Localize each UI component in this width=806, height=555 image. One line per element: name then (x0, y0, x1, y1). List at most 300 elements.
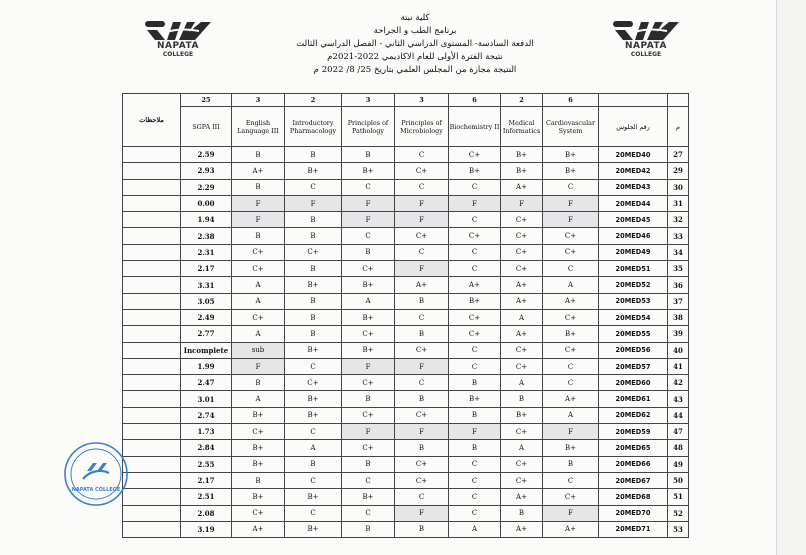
grade-cell: C (543, 472, 599, 488)
grade-cell: B+ (342, 309, 395, 325)
grade-cell: A (232, 391, 285, 407)
table-row (123, 309, 689, 325)
blank-cell (599, 94, 668, 107)
table-row (123, 244, 689, 260)
serial-cell: 29 (668, 163, 689, 179)
result-period: نتيجة الفترة الأولى للعام الاكاديمي 2022-2021م (327, 52, 503, 62)
grade-cell: C (449, 472, 501, 488)
grade-cell: B+ (543, 163, 599, 179)
serial-cell: 30 (668, 179, 689, 195)
notes-cell (123, 489, 181, 505)
grade-cell: A+ (501, 293, 543, 309)
serial-cell: 52 (668, 505, 689, 521)
grade-cell: B (285, 456, 342, 472)
grade-cell: B+ (342, 489, 395, 505)
grade-cell: B (395, 440, 449, 456)
grade-cell: B+ (342, 277, 395, 293)
credit-hours-row (123, 94, 689, 107)
table-row (123, 293, 689, 309)
table-row (123, 472, 689, 488)
grade-cell: B (342, 244, 395, 260)
grade-cell: F (342, 212, 395, 228)
grade-cell: C (285, 179, 342, 195)
seat-number-cell: 20MED46 (599, 228, 668, 244)
serial-cell: 48 (668, 440, 689, 456)
grade-cell: A+ (501, 179, 543, 195)
seat-number-cell: 20MED62 (599, 407, 668, 423)
course-header: Biochemistry II (449, 107, 501, 147)
table-row (123, 424, 689, 440)
notes-cell (123, 261, 181, 277)
seat-number-cell: 20MED45 (599, 212, 668, 228)
grade-cell: C+ (342, 326, 395, 342)
grade-cell: C (285, 424, 342, 440)
seat-number-cell: 20MED52 (599, 277, 668, 293)
grade-cell: B (395, 326, 449, 342)
grade-cell: B (543, 456, 599, 472)
grade-cell: C+ (543, 244, 599, 260)
notes-cell (123, 342, 181, 358)
course-credit: 6 (543, 94, 599, 107)
sgpa-cell: 2.59 (181, 147, 232, 163)
grade-cell: B (232, 375, 285, 391)
logo-name: NAPATA (625, 41, 667, 51)
grade-cell: C (342, 472, 395, 488)
grade-cell: A (543, 407, 599, 423)
serial-cell: 49 (668, 456, 689, 472)
grade-cell: A (342, 293, 395, 309)
column-header-row (123, 107, 689, 147)
grade-cell: C (395, 489, 449, 505)
grade-cell: C (285, 358, 342, 374)
grade-cell: A (449, 521, 501, 537)
logo-sub: COLLEGE (630, 51, 662, 58)
seat-number-cell: 20MED66 (599, 456, 668, 472)
notes-cell (123, 358, 181, 374)
grade-cell: C (395, 309, 449, 325)
grade-cell: B (285, 212, 342, 228)
grade-cell: F (395, 505, 449, 521)
table-row (123, 195, 689, 211)
grade-cell: C+ (395, 342, 449, 358)
seat-number-cell: 20MED53 (599, 293, 668, 309)
grade-cell: C (342, 228, 395, 244)
course-header: Introductory Pharmacology (285, 107, 342, 147)
course-credit: 6 (449, 94, 501, 107)
seat-number-cell: 20MED61 (599, 391, 668, 407)
grade-cell: B+ (543, 326, 599, 342)
notes-cell (123, 472, 181, 488)
notes-cell (123, 179, 181, 195)
grade-cell: C+ (232, 261, 285, 277)
grade-cell: C+ (232, 424, 285, 440)
seat-number-header: رقم الجلوس (599, 107, 668, 147)
grade-cell: C (395, 147, 449, 163)
sgpa-cell: 2.49 (181, 309, 232, 325)
grade-cell: F (543, 212, 599, 228)
grade-cell: C (449, 456, 501, 472)
grade-cell: C (543, 179, 599, 195)
sgpa-cell: 2.74 (181, 407, 232, 423)
notes-cell (123, 244, 181, 260)
grade-cell: F (342, 195, 395, 211)
grade-cell: C+ (449, 228, 501, 244)
serial-cell: 51 (668, 489, 689, 505)
grade-cell: C+ (449, 147, 501, 163)
seat-number-cell: 20MED57 (599, 358, 668, 374)
serial-cell: 31 (668, 195, 689, 211)
course-header: Medical Informatics (501, 107, 543, 147)
batch-level-semester: الدفعة السادسة- المستوى الدراسي الثاني - الفصل الدراسي الثالث (296, 39, 534, 49)
course-credit: 3 (395, 94, 449, 107)
grade-cell: C+ (543, 489, 599, 505)
college-logo-left (138, 18, 218, 62)
grade-cell: F (543, 505, 599, 521)
grade-cell: B+ (285, 407, 342, 423)
grade-cell: F (342, 358, 395, 374)
grade-cell: B (449, 440, 501, 456)
grade-cell: B (285, 228, 342, 244)
course-credit: 2 (285, 94, 342, 107)
grade-cell: C (342, 179, 395, 195)
notes-cell (123, 293, 181, 309)
table-row (123, 489, 689, 505)
grade-cell: C+ (501, 244, 543, 260)
grade-cell: F (395, 261, 449, 277)
sgpa-header: SGPA III (181, 107, 232, 147)
notes-cell (123, 456, 181, 472)
grade-cell: B+ (342, 342, 395, 358)
serial-cell: 41 (668, 358, 689, 374)
seat-number-cell: 20MED68 (599, 489, 668, 505)
grade-cell: A+ (395, 277, 449, 293)
college-stamp-icon (63, 441, 129, 507)
serial-cell: 47 (668, 424, 689, 440)
notes-cell (123, 309, 181, 325)
grade-cell: B+ (342, 163, 395, 179)
serial-header: م (668, 107, 689, 147)
grade-cell: C+ (342, 440, 395, 456)
grade-cell: B (285, 261, 342, 277)
grade-cell: A+ (232, 163, 285, 179)
sgpa-cell: 2.08 (181, 505, 232, 521)
grade-cell: C (449, 358, 501, 374)
serial-cell: 27 (668, 147, 689, 163)
grade-cell: A (232, 277, 285, 293)
grade-cell: B+ (449, 163, 501, 179)
grade-cell: A+ (501, 489, 543, 505)
grade-cell: B+ (543, 440, 599, 456)
course-header: Cardiovascular System (543, 107, 599, 147)
grade-cell: B (285, 309, 342, 325)
notes-cell (123, 326, 181, 342)
grade-cell: B+ (285, 277, 342, 293)
grade-cell: C+ (395, 228, 449, 244)
grade-cell: B (342, 391, 395, 407)
grade-cell: B (395, 391, 449, 407)
notes-cell (123, 195, 181, 211)
grade-cell: A (501, 440, 543, 456)
grade-cell: sub (232, 342, 285, 358)
notes-cell (123, 521, 181, 537)
grade-cell: A+ (543, 521, 599, 537)
grade-cell: F (232, 358, 285, 374)
grade-cell: B+ (285, 163, 342, 179)
grade-cell: B (342, 456, 395, 472)
grade-cell: C (449, 489, 501, 505)
grade-cell: F (543, 424, 599, 440)
notes-cell (123, 228, 181, 244)
grade-cell: A+ (501, 326, 543, 342)
table-row (123, 326, 689, 342)
grade-cell: B (342, 147, 395, 163)
sgpa-weight: 25 (181, 94, 232, 107)
course-header: Principles of Pathology (342, 107, 395, 147)
grade-cell: B+ (543, 147, 599, 163)
grade-cell: C+ (395, 407, 449, 423)
seat-number-cell: 20MED56 (599, 342, 668, 358)
grade-cell: B+ (285, 391, 342, 407)
grade-cell: C (449, 505, 501, 521)
serial-cell: 37 (668, 293, 689, 309)
table-row (123, 521, 689, 537)
table-row (123, 261, 689, 277)
approval-line: النتيجة مجازة من المجلس العلمي بتاريخ 25/ 8/ 2022 م (313, 65, 517, 75)
serial-cell: 53 (668, 521, 689, 537)
grade-cell: C+ (232, 244, 285, 260)
grade-cell: C+ (543, 342, 599, 358)
grade-cell: F (501, 195, 543, 211)
seat-number-cell: 20MED67 (599, 472, 668, 488)
grade-cell: F (543, 195, 599, 211)
course-header: English Language III (232, 107, 285, 147)
serial-cell: 43 (668, 391, 689, 407)
seat-number-cell: 20MED71 (599, 521, 668, 537)
document-header (240, 12, 590, 77)
grade-cell: C+ (342, 261, 395, 277)
sgpa-cell: 3.19 (181, 521, 232, 537)
sgpa-cell: 2.77 (181, 326, 232, 342)
grade-cell: C (342, 505, 395, 521)
table-row (123, 342, 689, 358)
logo-name: NAPATA (157, 41, 199, 51)
grade-cell: C (395, 179, 449, 195)
grade-cell: A+ (232, 521, 285, 537)
grade-cell: B (232, 147, 285, 163)
course-credit: 3 (232, 94, 285, 107)
grade-cell: A (232, 293, 285, 309)
sgpa-cell: 2.47 (181, 375, 232, 391)
sgpa-cell: 2.29 (181, 179, 232, 195)
grade-cell: F (395, 195, 449, 211)
notes-cell (123, 424, 181, 440)
grade-cell: B (449, 375, 501, 391)
sgpa-cell: 1.94 (181, 212, 232, 228)
blank-cell (668, 94, 689, 107)
serial-cell: 33 (668, 228, 689, 244)
notes-cell (123, 277, 181, 293)
grade-cell: B+ (232, 440, 285, 456)
grade-cell: C (449, 244, 501, 260)
sgpa-cell: 2.17 (181, 472, 232, 488)
grade-cell: A+ (449, 277, 501, 293)
table-row (123, 505, 689, 521)
seat-number-cell: 20MED51 (599, 261, 668, 277)
grade-cell: B+ (285, 489, 342, 505)
grade-cell: B+ (285, 521, 342, 537)
grade-cell: A (232, 326, 285, 342)
program-name: برنامج الطب و الجراحة (373, 26, 457, 36)
grade-cell: C+ (501, 472, 543, 488)
grade-cell: B (395, 293, 449, 309)
table-row (123, 358, 689, 374)
grade-cell: C (543, 375, 599, 391)
grade-cell: B+ (232, 456, 285, 472)
table-row (123, 391, 689, 407)
college-name: كلية نبتة (400, 13, 430, 23)
sgpa-cell: Incomplete (181, 342, 232, 358)
grade-cell: C (449, 261, 501, 277)
grade-cell: C+ (285, 244, 342, 260)
results-table (122, 93, 689, 538)
table-row (123, 228, 689, 244)
sgpa-cell: 2.93 (181, 163, 232, 179)
grade-cell: C+ (342, 375, 395, 391)
seat-number-cell: 20MED55 (599, 326, 668, 342)
grade-cell: C (543, 261, 599, 277)
grade-cell: C+ (449, 326, 501, 342)
grade-cell: C (449, 179, 501, 195)
grade-cell: A+ (543, 293, 599, 309)
grade-cell: B+ (501, 407, 543, 423)
serial-cell: 38 (668, 309, 689, 325)
sgpa-cell: 2.31 (181, 244, 232, 260)
grade-cell: B (285, 293, 342, 309)
grade-cell: C+ (501, 424, 543, 440)
course-credit: 2 (501, 94, 543, 107)
grade-cell: C+ (395, 163, 449, 179)
table-row (123, 147, 689, 163)
grade-cell: C (395, 375, 449, 391)
grade-cell: B+ (232, 489, 285, 505)
serial-cell: 32 (668, 212, 689, 228)
serial-cell: 34 (668, 244, 689, 260)
sgpa-cell: 1.73 (181, 424, 232, 440)
grade-cell: C (543, 358, 599, 374)
grade-cell: A (543, 277, 599, 293)
grade-cell: C+ (501, 261, 543, 277)
logo-sub: COLLEGE (162, 51, 194, 58)
grade-cell: C (285, 505, 342, 521)
seat-number-cell: 20MED54 (599, 309, 668, 325)
sgpa-cell: 2.38 (181, 228, 232, 244)
grade-cell: F (395, 424, 449, 440)
serial-cell: 44 (668, 407, 689, 423)
grade-cell: B (232, 472, 285, 488)
sgpa-cell: 2.55 (181, 456, 232, 472)
serial-cell: 36 (668, 277, 689, 293)
seat-number-cell: 20MED40 (599, 147, 668, 163)
grade-cell: B (449, 407, 501, 423)
table-row (123, 440, 689, 456)
sgpa-cell: 2.84 (181, 440, 232, 456)
notes-cell (123, 505, 181, 521)
grade-cell: F (395, 358, 449, 374)
grade-cell: A+ (501, 521, 543, 537)
grade-cell: A+ (543, 391, 599, 407)
seat-number-cell: 20MED43 (599, 179, 668, 195)
grade-cell: C+ (501, 456, 543, 472)
napata-logo-icon (611, 18, 681, 42)
table-row (123, 277, 689, 293)
grade-cell: F (285, 195, 342, 211)
table-row (123, 179, 689, 195)
notes-cell (123, 375, 181, 391)
grade-cell: A (501, 309, 543, 325)
seat-number-cell: 20MED44 (599, 195, 668, 211)
seat-number-cell: 20MED65 (599, 440, 668, 456)
grade-cell: B (501, 391, 543, 407)
results-body (123, 147, 689, 538)
grade-cell: C+ (342, 407, 395, 423)
grade-cell: C+ (543, 309, 599, 325)
grade-cell: B (395, 521, 449, 537)
serial-cell: 40 (668, 342, 689, 358)
grade-cell: C+ (232, 309, 285, 325)
course-header: Principles of Microbiology (395, 107, 449, 147)
seat-number-cell: 20MED59 (599, 424, 668, 440)
notes-cell (123, 407, 181, 423)
sgpa-cell: 0.00 (181, 195, 232, 211)
sgpa-cell: 3.01 (181, 391, 232, 407)
grade-cell: B+ (285, 342, 342, 358)
sgpa-cell: 2.51 (181, 489, 232, 505)
grade-cell: B+ (232, 407, 285, 423)
grade-cell: C+ (501, 342, 543, 358)
grade-cell: C+ (395, 456, 449, 472)
grade-cell: C+ (501, 358, 543, 374)
serial-cell: 39 (668, 326, 689, 342)
grade-cell: B+ (449, 391, 501, 407)
sgpa-cell: 3.05 (181, 293, 232, 309)
notes-cell (123, 391, 181, 407)
grade-cell: F (232, 195, 285, 211)
grade-cell: C (285, 472, 342, 488)
table-row (123, 163, 689, 179)
grade-cell: B (342, 521, 395, 537)
grade-cell: A+ (501, 277, 543, 293)
grade-cell: C+ (232, 505, 285, 521)
seat-number-cell: 20MED60 (599, 375, 668, 391)
serial-cell: 42 (668, 375, 689, 391)
table-row (123, 407, 689, 423)
grade-cell: C+ (543, 228, 599, 244)
grade-cell: C+ (449, 309, 501, 325)
grade-cell: B (232, 179, 285, 195)
grade-cell: B (501, 505, 543, 521)
notes-header: ملاحظات (123, 94, 181, 147)
grade-cell: B+ (449, 293, 501, 309)
course-credit: 3 (342, 94, 395, 107)
grade-cell: C (449, 212, 501, 228)
seat-number-cell: 20MED42 (599, 163, 668, 179)
notes-cell (123, 163, 181, 179)
napata-logo-icon (143, 18, 213, 42)
grade-cell: F (449, 195, 501, 211)
grade-cell: A (285, 440, 342, 456)
grade-cell: C (395, 244, 449, 260)
seat-number-cell: 20MED49 (599, 244, 668, 260)
